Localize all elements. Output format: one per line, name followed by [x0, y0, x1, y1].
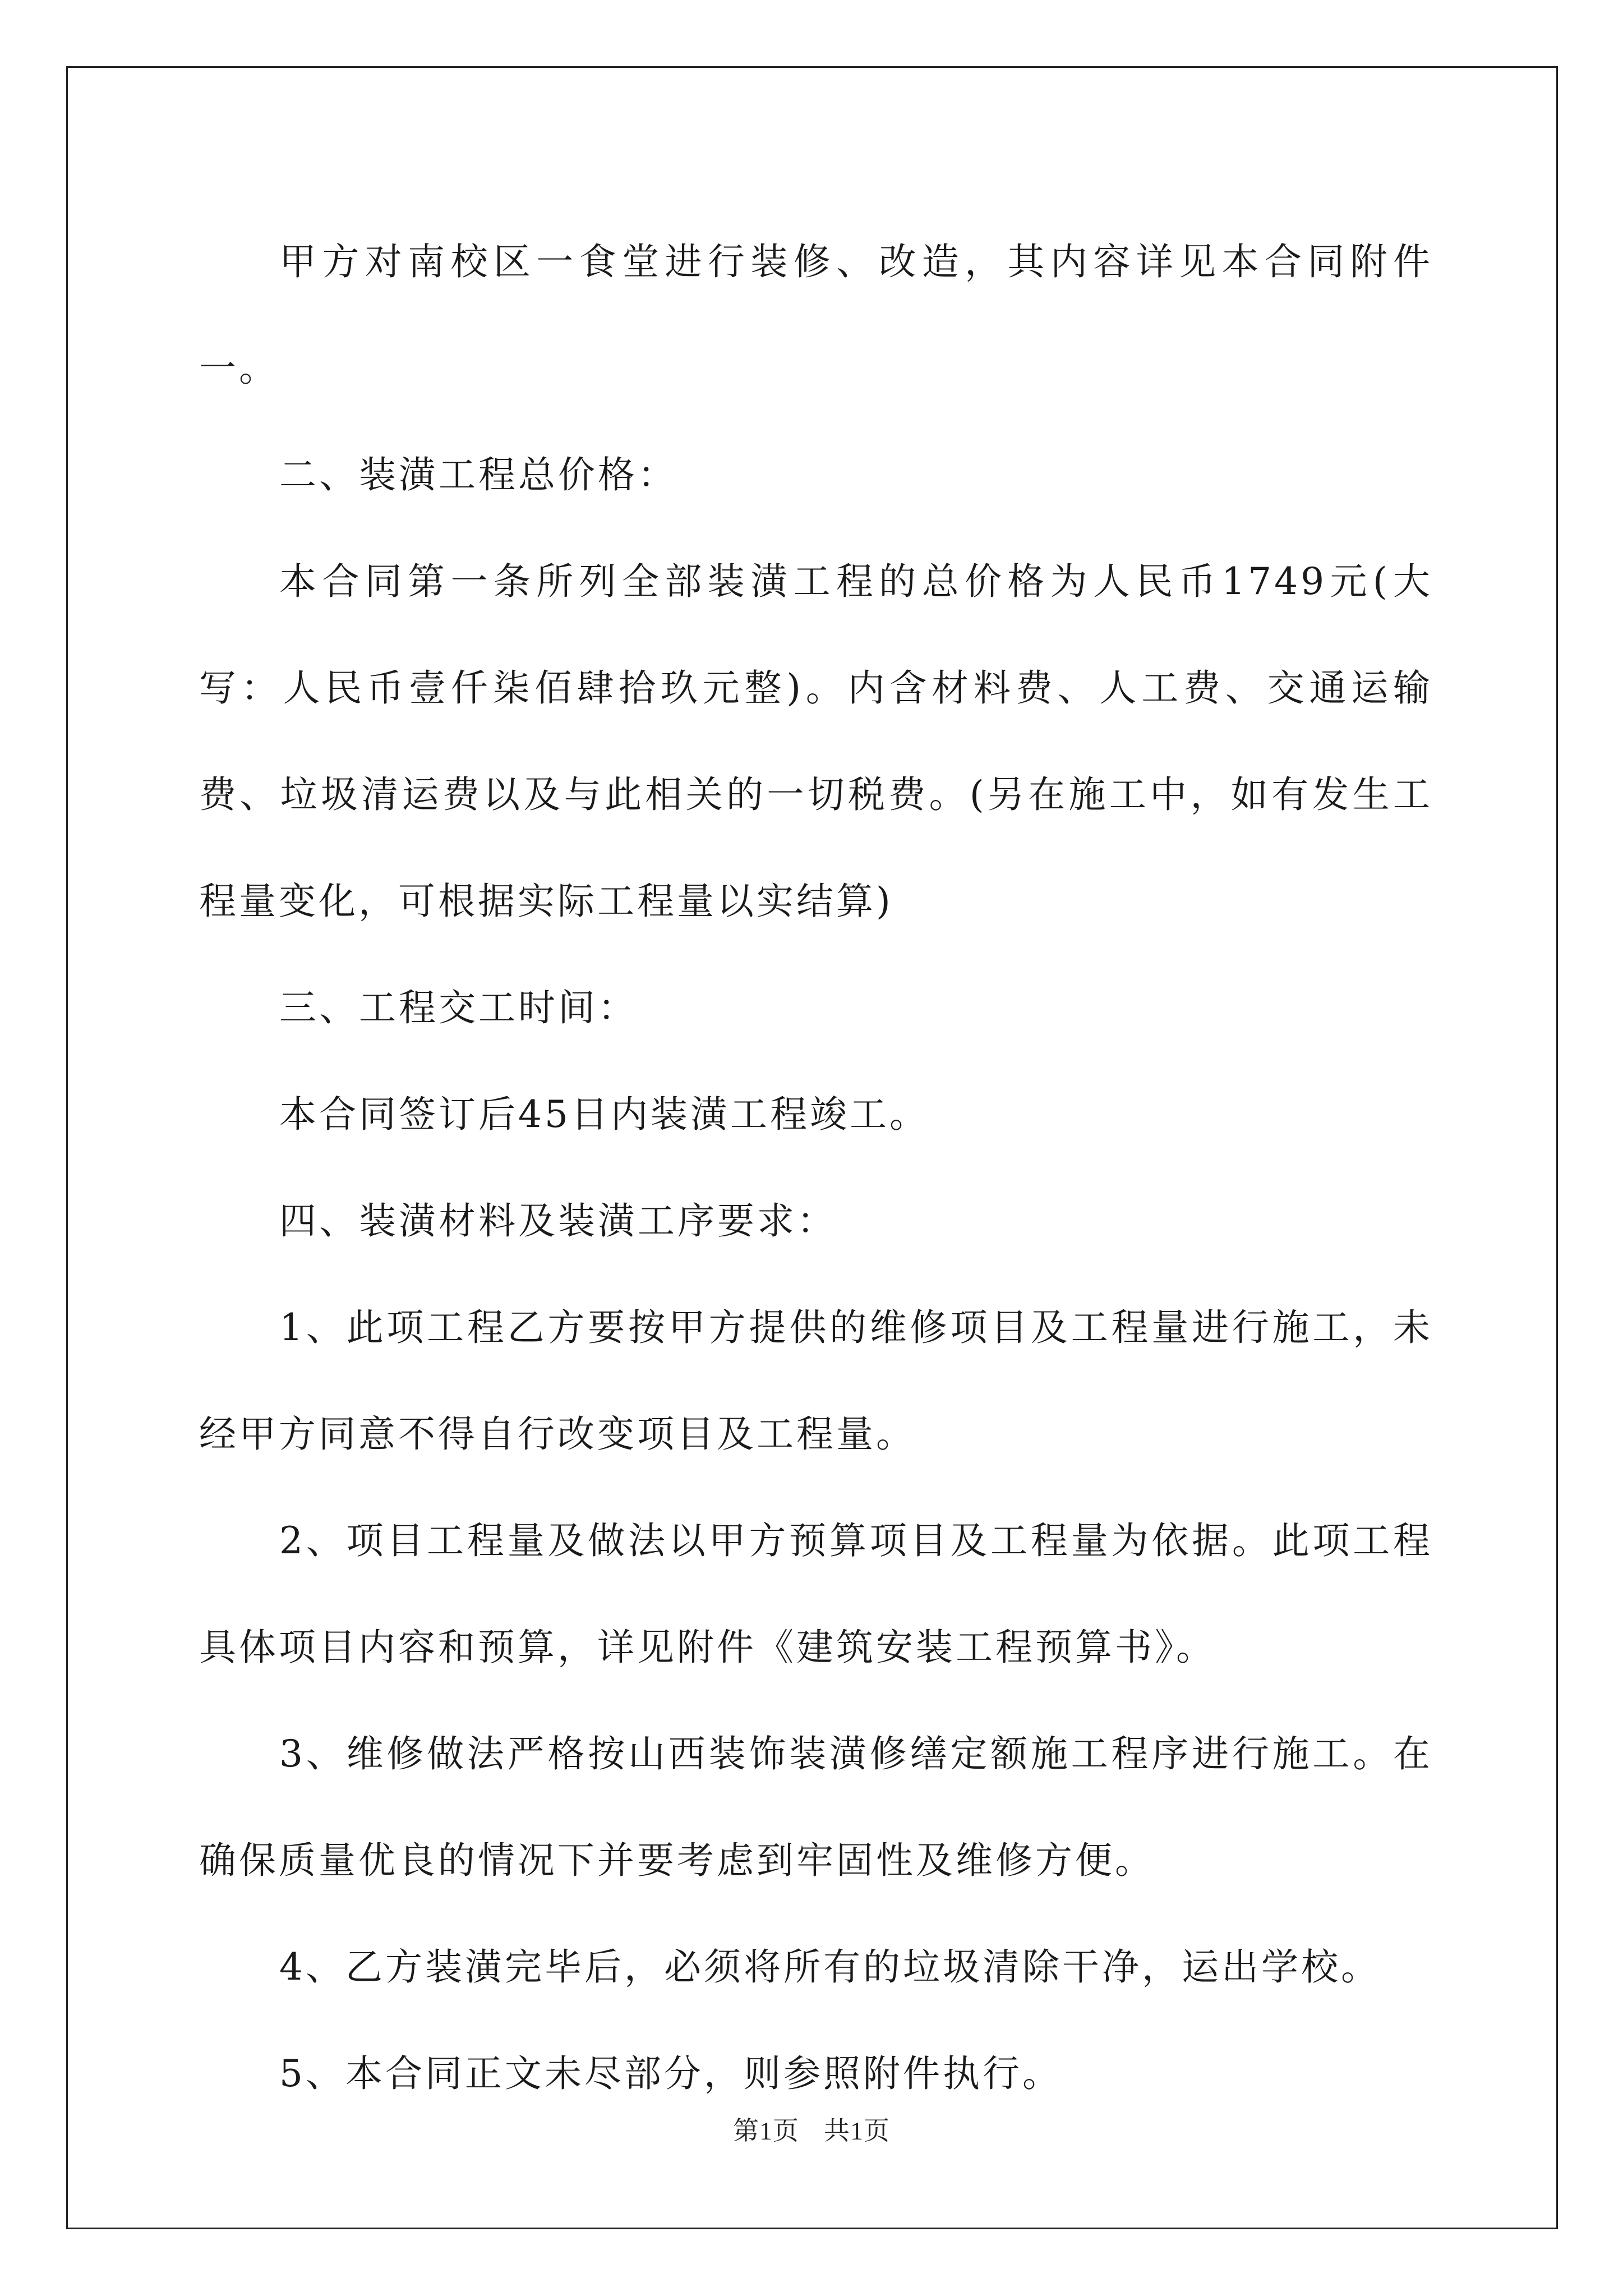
page-number: 第1页: [733, 2116, 799, 2145]
clause-3: 3、维修做法严格按山西装饰装潢修缮定额施工程序进行施工。在确保质量优良的情况下并要考虑到牢固性及维修方便。: [199, 1732, 1433, 1882]
document-body: [199, 209, 1433, 2127]
heading-materials-requirements: 四、装潢材料及装潢工序要求：: [279, 1199, 837, 1243]
paragraph-scope: 甲方对南校区一食堂进行装修、改造，其内容详见本合同附件一。: [199, 240, 1433, 390]
clause-2: 2、项目工程量及做法以甲方预算项目及工程量为依据。此项工程具体项目内容和预算，详见附件《建筑安装工程预算书》。: [199, 1519, 1433, 1669]
heading-completion-time: 三、工程交工时间：: [279, 986, 638, 1029]
paragraph-total-price: 本合同第一条所列全部装潢工程的总价格为人民币1749元(大写：人民币壹仟柒佰肆拾玖元整)。内含材料费、人工费、交通运输费、垃圾清运费以及与此相关的一切税费。(另在施工中，如有发生工程量变化，可根据实际工程量以实结算): [199, 560, 1433, 923]
clause-5: 5、本合同正文未尽部分，则参照附件执行。: [279, 2052, 1062, 2095]
page-total: 共1页: [824, 2116, 890, 2145]
heading-total-price: 二、装潢工程总价格：: [279, 453, 677, 496]
clause-4: 4、乙方装潢完毕后，必须将所有的垃圾清除干净，运出学校。: [279, 1945, 1381, 1989]
clause-1: 1、此项工程乙方要按甲方提供的维修项目及工程量进行施工，未经甲方同意不得自行改变项目及工程量。: [199, 1306, 1433, 1456]
page-footer: [0, 2110, 1623, 2147]
paragraph-completion-time: 本合同签订后45日内装潢工程竣工。: [279, 1093, 929, 1136]
